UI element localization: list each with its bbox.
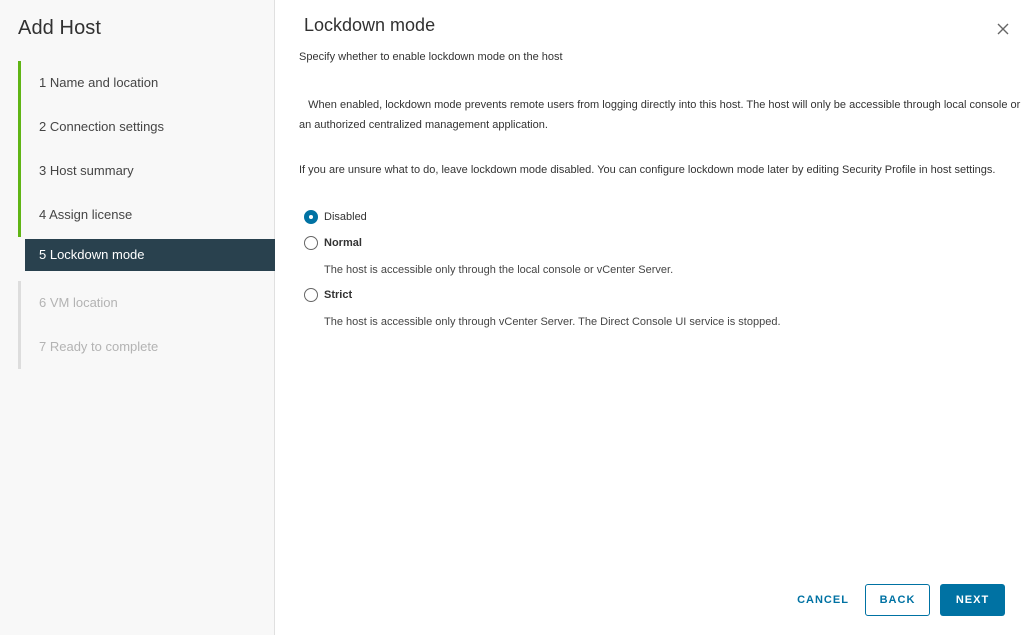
option-disabled-label: Disabled [324,211,367,223]
step-label: 4 Assign license [39,207,133,222]
step-label: 2 Connection settings [39,119,165,134]
step-lockdown-mode[interactable] [18,237,275,281]
wizard-main [276,0,1024,635]
cancel-button[interactable]: CANCEL [797,594,849,606]
step-progress-bar [18,237,21,281]
step-progress-bar [18,325,21,369]
info-paragraph: When enabled, lockdown mode prevents remote users from logging directly into this host. The host will only be accessible through local console or an authorized centralized management application. [299,99,1024,131]
step-host-summary[interactable] [18,149,275,193]
step-connection-settings[interactable] [18,105,275,149]
step-progress-bar [18,61,21,105]
step-name-and-location[interactable] [18,61,275,105]
step-progress-bar [18,193,21,237]
wizard-title: Add Host [18,17,102,39]
close-button[interactable] [994,20,1012,38]
step-assign-license[interactable] [18,193,275,237]
back-button[interactable]: BACK [865,584,930,616]
option-normal-description: The host is accessible only through the local console or vCenter Server. [324,264,674,276]
step-label: 5 Lockdown mode [39,247,145,262]
hint-paragraph: If you are unsure what to do, leave lockdown mode disabled. You can configure lockdown mode later by editing Security Profile in host settings. [299,164,996,176]
step-ready-to-complete [18,325,275,369]
page-subtitle: Specify whether to enable lockdown mode on the host [299,51,563,63]
step-vm-location [18,281,275,325]
wizard-steps [18,61,275,369]
close-icon [994,20,1012,38]
step-label: 6 VM location [39,295,118,310]
radio-disabled[interactable] [304,210,318,224]
step-label: 7 Ready to complete [39,339,159,354]
step-label: 1 Name and location [39,75,159,90]
step-progress-bar [18,105,21,149]
next-button[interactable]: NEXT [940,584,1005,616]
option-strict-description: The host is accessible only through vCenter Server. The Direct Console UI service is stopped. [324,316,781,328]
option-normal[interactable] [304,236,362,250]
page-title: Lockdown mode [304,15,436,35]
step-progress-bar [18,149,21,193]
step-progress-bar [18,281,21,325]
wizard-sidebar [0,0,275,635]
step-label: 3 Host summary [39,163,134,178]
radio-normal[interactable] [304,236,318,250]
radio-strict[interactable] [304,288,318,302]
option-disabled[interactable] [304,210,367,224]
option-normal-label: Normal [324,237,362,249]
option-strict[interactable] [304,288,352,302]
option-strict-label: Strict [324,289,353,301]
